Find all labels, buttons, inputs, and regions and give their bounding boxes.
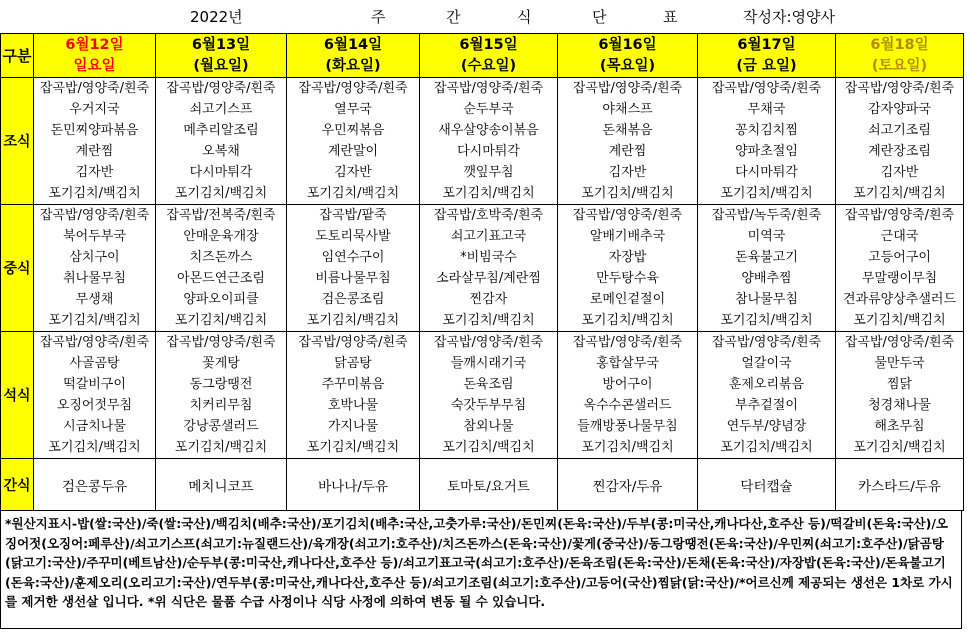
menu-item: 도토리묵사발 — [315, 229, 391, 244]
menu-item: 다시마튀각 — [189, 165, 253, 180]
menu-item: 쇠고기조림 — [868, 123, 931, 138]
menu-item: 잡곡밥/영양죽/흰죽 — [298, 81, 408, 96]
menu-item: 들깨시래기국 — [450, 356, 527, 371]
menu-cell — [836, 78, 964, 205]
menu-item: 잡곡밥/영양죽/흰죽 — [39, 81, 150, 96]
menu-item: 견과류양상추샐러드 — [842, 292, 957, 307]
menu-item: 방어구이 — [602, 377, 653, 392]
menu-cell — [836, 332, 964, 459]
menu-item: 검은콩조림 — [321, 292, 385, 307]
day-header: 6월16일 (목요일) — [558, 34, 698, 78]
menu-item: 양배추찜 — [741, 271, 792, 286]
menu-item: 치커리무침 — [189, 398, 253, 413]
menu-item: 북어두부국 — [63, 229, 126, 244]
menu-item: 취나물무침 — [63, 271, 126, 286]
menu-item: 로메인겉절이 — [589, 292, 666, 307]
menu-item: 잡곡밥/영양죽/흰죽 — [711, 335, 822, 350]
menu-cell — [558, 205, 698, 332]
menu-item: 홍합살무국 — [596, 356, 659, 371]
day-header: 6월18일 (토요일) — [836, 34, 964, 78]
snack-cell: 검은콩두유 — [34, 459, 156, 511]
menu-item: 포기김치/백김치 — [306, 186, 400, 201]
menu-item: 잡곡밥/영양죽/흰죽 — [39, 335, 150, 350]
menu-item: 포기김치/백김치 — [853, 313, 946, 328]
menu-item: 잡곡밥/영양죽/흰죽 — [844, 208, 955, 223]
menu-item: 얼갈이국 — [741, 356, 792, 371]
menu-item: 호박나물 — [327, 398, 379, 413]
snack-cell: 닥터캡슐 — [698, 459, 836, 511]
menu-cell — [698, 332, 836, 459]
menu-item: 물만두국 — [874, 356, 925, 371]
day-header: 6월15일 (수요일) — [420, 34, 558, 78]
title-char: 간 — [446, 8, 461, 26]
meal-label-snack: 간식 — [1, 459, 34, 511]
meal-label-breakfast: 조식 — [1, 78, 34, 205]
menu-item: 시금치나물 — [63, 419, 126, 434]
meal-label-dinner: 석식 — [1, 332, 34, 459]
menu-item: 소라살무침/계란찜 — [436, 271, 541, 286]
menu-item: 미역국 — [747, 229, 786, 244]
menu-item: 순두부국 — [463, 102, 514, 117]
menu-item: 사골곰탕 — [69, 356, 120, 371]
menu-item: 쇠고기스프 — [189, 102, 253, 117]
menu-item: *비빔국수 — [460, 250, 517, 265]
menu-item: 치즈돈까스 — [189, 250, 253, 265]
menu-item: 새우살양송이볶음 — [438, 123, 539, 138]
menu-item: 무생채 — [75, 292, 114, 307]
menu-item: 꽁치김치찜 — [735, 123, 798, 138]
menu-item: 잡곡밥/녹두죽/흰죽 — [711, 208, 822, 223]
menu-item: 연두부/양념장 — [726, 419, 807, 434]
menu-item: 만두탕수육 — [596, 271, 659, 286]
menu-cell — [156, 78, 287, 205]
menu-item: 잡곡밥/호박죽/흰죽 — [433, 208, 544, 223]
menu-item: 부추겉절이 — [735, 398, 798, 413]
menu-item: 포기김치/백김치 — [442, 440, 535, 455]
menu-cell — [34, 78, 156, 205]
menu-item: 쇠고기표고국 — [450, 229, 527, 244]
snack-cell: 토마토/요거트 — [420, 459, 558, 511]
menu-item: 잡곡밥/영양죽/흰죽 — [844, 81, 955, 96]
title-row — [0, 0, 967, 33]
menu-item: 포기김치/백김치 — [581, 313, 674, 328]
year-label: 2022년 — [190, 8, 243, 26]
menu-item: 김자반 — [334, 165, 372, 180]
menu-item: 계란찜 — [608, 144, 647, 159]
menu-item: 잡곡밥/영양죽/흰죽 — [711, 81, 822, 96]
menu-item: 잡곡밥/영양죽/흰죽 — [298, 335, 408, 350]
menu-table — [0, 33, 964, 511]
menu-item: 잡곡밥/영양죽/흰죽 — [433, 335, 544, 350]
menu-cell — [558, 78, 698, 205]
menu-item: 잡곡밥/영양죽/흰죽 — [844, 335, 955, 350]
menu-item: 임연수구이 — [321, 250, 385, 265]
menu-item: 안매운육개장 — [183, 229, 259, 244]
title-char: 주 — [371, 8, 386, 26]
menu-item: 훈제오리볶음 — [728, 377, 805, 392]
menu-cell — [34, 332, 156, 459]
menu-item: 포기김치/백김치 — [581, 186, 674, 201]
menu-item: 잡곡밥/전복죽/흰죽 — [166, 208, 276, 223]
menu-cell — [420, 205, 558, 332]
menu-item: 돈채볶음 — [602, 123, 653, 138]
menu-item: 포기김치/백김치 — [48, 186, 141, 201]
menu-item: 깻잎무침 — [463, 165, 514, 180]
menu-item: 잡곡밥/영양죽/흰죽 — [572, 208, 683, 223]
menu-item: 비름나물무침 — [315, 271, 391, 286]
menu-item: 포기김치/백김치 — [306, 440, 400, 455]
menu-item: 잡곡밥/영양죽/흰죽 — [39, 208, 150, 223]
menu-item: 김자반 — [608, 165, 647, 180]
menu-item: 포기김치/백김치 — [174, 440, 268, 455]
menu-item: 열무국 — [334, 102, 372, 117]
menu-item: 찜닭 — [886, 377, 913, 392]
day-header: 6월12일 일요일 — [34, 34, 156, 78]
menu-item: 숙갓두부무침 — [450, 398, 527, 413]
menu-item: 삼치구이 — [69, 250, 120, 265]
menu-item: 오징어젓무침 — [56, 398, 133, 413]
menu-item: 우민찌볶음 — [321, 123, 385, 138]
day-header: 6월13일 (월요일) — [156, 34, 287, 78]
menu-item: 참외나물 — [463, 419, 514, 434]
menu-cell — [420, 332, 558, 459]
snack-cell: 메치니코프 — [156, 459, 287, 511]
menu-item: 가지나물 — [327, 419, 379, 434]
meal-label-lunch: 중식 — [1, 205, 34, 332]
menu-item: 찐감자 — [469, 292, 508, 307]
menu-item: 잡곡밥/영양죽/흰죽 — [433, 81, 544, 96]
menu-item: 잡곡밥/팥죽 — [319, 208, 387, 223]
menu-cell — [558, 332, 698, 459]
menu-item: 김자반 — [880, 165, 919, 180]
snack-cell: 카스타드/두유 — [836, 459, 964, 511]
menu-item: 포기김치/백김치 — [48, 313, 141, 328]
menu-item: 포기김치/백김치 — [853, 186, 946, 201]
day-header: 6월14일 (화요일) — [287, 34, 420, 78]
menu-item: 계란말이 — [327, 144, 379, 159]
snack-cell: 바나나/두유 — [287, 459, 420, 511]
menu-item: 잡곡밥/영양죽/흰죽 — [166, 81, 276, 96]
author-label: 작성자:영양사 — [743, 8, 835, 26]
menu-item: 동그랑땡전 — [189, 377, 253, 392]
menu-cell — [34, 205, 156, 332]
menu-item: 포기김치/백김치 — [581, 440, 674, 455]
title-char: 단 — [592, 8, 607, 26]
menu-item: 들깨방풍나물무침 — [577, 419, 678, 434]
menu-item: 청경채나물 — [868, 398, 931, 413]
menu-item: 주꾸미볶음 — [321, 377, 385, 392]
menu-item: 포기김치/백김치 — [853, 440, 946, 455]
menu-item: 포기김치/백김치 — [720, 440, 813, 455]
menu-item: 오복채 — [202, 144, 240, 159]
menu-item: 계란장조림 — [868, 144, 931, 159]
menu-item: 돈민찌양파볶음 — [50, 123, 139, 138]
menu-item: 닭곰탕 — [334, 356, 372, 371]
menu-item: 양파오이피클 — [183, 292, 259, 307]
menu-item: 포기김치/백김치 — [48, 440, 141, 455]
menu-item: 포기김치/백김치 — [306, 313, 400, 328]
menu-item: 알배기배추국 — [589, 229, 666, 244]
menu-item: 포기김치/백김치 — [720, 186, 813, 201]
menu-item: 해초무침 — [874, 419, 925, 434]
menu-item: 포기김치/백김치 — [174, 313, 268, 328]
menu-cell — [156, 205, 287, 332]
menu-cell — [287, 78, 420, 205]
menu-item: 꽃게탕 — [202, 356, 240, 371]
title-char: 표 — [663, 8, 678, 26]
menu-item: 고등어구이 — [868, 250, 931, 265]
menu-item: 아몬드연근조림 — [177, 271, 265, 286]
menu-item: 다시마튀각 — [735, 165, 798, 180]
menu-item: 양파초절임 — [735, 144, 798, 159]
menu-item: 포기김치/백김치 — [174, 186, 268, 201]
menu-item: 무말랭이무침 — [861, 271, 938, 286]
menu-item: 우거지국 — [69, 102, 120, 117]
menu-item: 잡곡밥/영양죽/흰죽 — [166, 335, 276, 350]
corner-label: 구분 — [1, 34, 34, 78]
title-char: 식 — [517, 8, 532, 26]
menu-item: 잡곡밥/영양죽/흰죽 — [572, 335, 683, 350]
menu-item: 메추리알조림 — [183, 123, 259, 138]
menu-item: 자장밥 — [608, 250, 647, 265]
menu-cell — [287, 332, 420, 459]
menu-item: 잡곡밥/영양죽/흰죽 — [572, 81, 683, 96]
menu-item: 김자반 — [75, 165, 114, 180]
day-header: 6월17일 (금 요일) — [698, 34, 836, 78]
origin-notes: *원산지표시-밥(쌀:국산)/죽(쌀:국산)/백김치(배추:국산)/포기김치(배추:국산,고춧가루:국산)/돈민찌(돈육:국산)/두부(콩:미국산,캐나다산,호주산 등)/떡갈비(돈육:국산)/오징어젓(오징어:페루산)/쇠고기스프(쇠고기:뉴질랜드산)/육개장(쇠고기:호주산)/치즈돈까스(돈육:국산)/꽃게(중국산)/동그랑땡전(돈육:국산)/우민찌(쇠고기:호주산)/닭곰탕(닭고기:국산)/주꾸미(베트남산)/순두부(콩:미국산,캐나다산,호주산 등)/쇠고기표고국(쇠고기:호주산)/돈육조림(돈육:국산)/돈채(돈육:국산)/자장밥(돈육:국산)/돈육불고기(돈육:국산)/훈제오리(오리고기:국산)/연두부(콩:미국산,캐나다산,호주산 등)/쇠고기조림(쇠고기:호주산)/고등어(국산)찜닭(닭:국산)/*어르신께 제공되는 생선은 1차로 가시를 제거한 생선살 입니다. *위 식단은 물품 수급 사정이나 식당 사정에 의하여 변동 될 수 있습니다. — [0, 511, 962, 629]
menu-cell — [698, 78, 836, 205]
menu-item: 무채국 — [747, 102, 786, 117]
menu-cell — [698, 205, 836, 332]
menu-item: 근대국 — [880, 229, 919, 244]
menu-item: 포기김치/백김치 — [720, 313, 813, 328]
menu-item: 강낭콩샐러드 — [183, 419, 259, 434]
menu-item: 옥수수콘샐러드 — [583, 398, 672, 413]
menu-cell — [420, 78, 558, 205]
menu-cell — [156, 332, 287, 459]
menu-item: 계란찜 — [75, 144, 114, 159]
menu-item: 야채스프 — [602, 102, 653, 117]
menu-item: 참나물무침 — [735, 292, 798, 307]
menu-item: 돈육조림 — [463, 377, 514, 392]
snack-cell: 찐감자/두유 — [558, 459, 698, 511]
menu-cell — [836, 205, 964, 332]
menu-cell — [287, 205, 420, 332]
menu-item: 감자양파국 — [868, 102, 931, 117]
menu-item: 떡갈비구이 — [63, 377, 126, 392]
menu-item: 포기김치/백김치 — [442, 313, 535, 328]
menu-item: 돈육불고기 — [735, 250, 798, 265]
menu-item: 다시마튀각 — [457, 144, 520, 159]
menu-item: 포기김치/백김치 — [442, 186, 535, 201]
